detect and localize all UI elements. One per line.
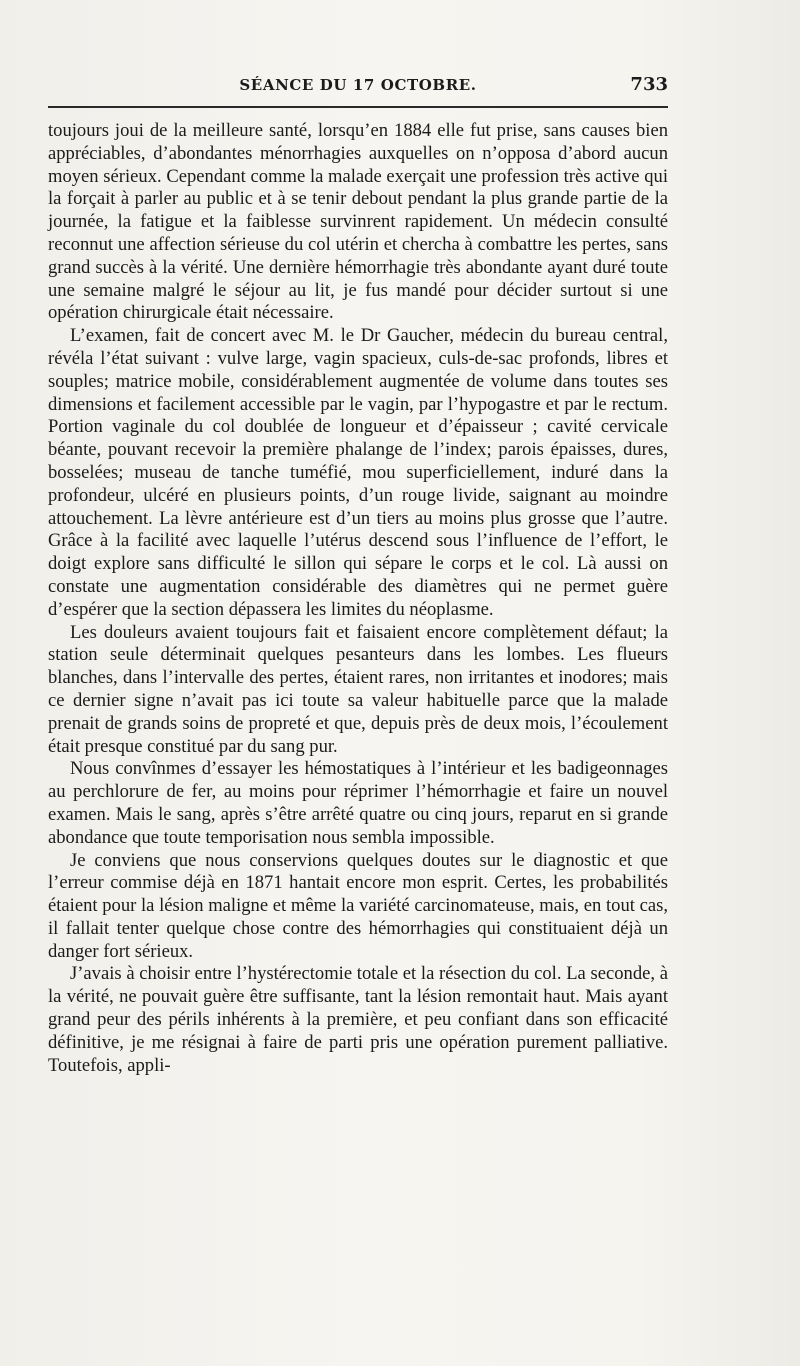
page-number: 733 [630, 74, 668, 95]
paragraph: Je conviens que nous conservions quelques doutes sur le diagnostic et que l’erreur commise déjà en 1871 hantait encore mon esprit. Certes, les probabilités étaient pour la lésion maligne et même la variété carcinomateuse, mais, en tout cas, il fallait tenter quelque chose contre des hémorrhagies qui constituaient déjà un danger fort sérieux. [48, 849, 668, 962]
paragraph: Les douleurs avaient toujours fait et faisaient encore complètement défaut; la station seule déterminait quelques pesanteurs dans les lombes. Les flueurs blanches, dans l’intervalle des pertes, étaient rares, non irritantes et inodores; mais ce dernier signe n’avait pas ici toute sa valeur habituelle parce que la malade prenait de grands soins de propreté et que, depuis près de deux mois, l’écoulement était presque constitué par du sang pur. [48, 621, 668, 757]
paragraph: J’avais à choisir entre l’hystérectomie totale et la résection du col. La seconde, à la vérité, ne pouvait guère être suffisante, tant la lésion remontait haut. Mais ayant grand peur des périls inhérents à la première, et peu confiant dans son efficacité définitive, je me résignai à faire de parti pris une opération purement palliative. Toutefois, appli- [48, 963, 668, 1076]
body-text [48, 120, 668, 1077]
running-head: SÉANCE DU 17 OCTOBRE. [239, 76, 477, 94]
paragraph: Nous convînmes d’essayer les hémostatiques à l’intérieur et les badigeonnages au perchlorure de fer, au moins pour réprimer l’hémorrhagie et faire un nouvel examen. Mais le sang, après s’être arrêté quatre ou cinq jours, reparut en si grande abondance que toute temporisation nous sembla impossible. [48, 758, 668, 848]
paragraph: L’examen, fait de concert avec M. le Dr Gaucher, médecin du bureau central, révéla l’état suivant : vulve large, vagin spacieux, culs-de-sac profonds, libres et souples; matrice mobile, considérablement augmentée de volume dans toutes ses dimensions et facilement accessible par le vagin, par l’hypogastre et par le rectum. Portion vaginale du col doublée de longueur et d’épaisseur ; cavité cervicale béante, pouvant recevoir la première phalange de l’index; parois épaisses, dures, bosselées; museau de tanche tuméfié, mou superficiellement, induré dans la profondeur, ulcéré en plusieurs points, d’un rouge livide, saignant au moindre attouchement. La lèvre antérieure est d’un tiers au moins plus grosse que l’autre. Grâce à la facilité avec laquelle l’utérus descend sous l’influence de l’effort, le doigt explore sans difficulté le sillon qui sépare le corps et le col. Là aussi on constate une augmentation considérable des diamètres qui ne permet guère d’espérer que la section dépassera les limites du néoplasme. [48, 325, 668, 620]
paragraph: toujours joui de la meilleure santé, lorsqu’en 1884 elle fut prise, sans causes bien appréciables, d’abondantes ménorrhagies auxquelles on n’opposa d’abord aucun moyen sérieux. Cependant comme la malade exerçait une profession très active qui la forçait à parler au public et à se tenir debout pendant la plus grande partie de la journée, la fatigue et la faiblesse survinrent rapidement. Un médecin consulté reconnut une affection sérieuse du col utérin et chercha à combattre les pertes, sans grand succès à la vérité. Une dernière hémorrhagie très abondante ayant duré toute une semaine malgré le séjour au lit, je fus mandé pour décider surtout si une opération chirurgicale était nécessaire. [48, 120, 668, 324]
header-rule [48, 106, 668, 108]
page-header [48, 74, 668, 100]
